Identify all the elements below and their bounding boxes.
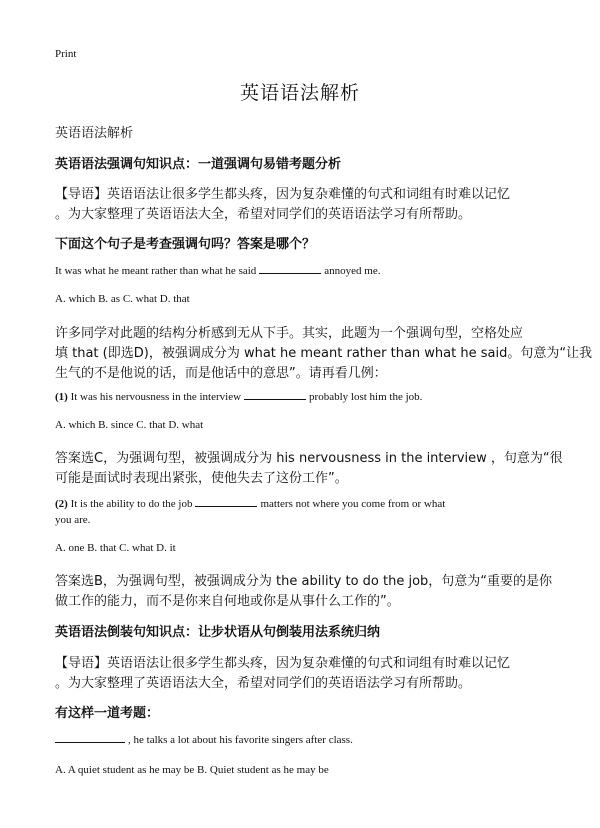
analysis-line3: 生气的不是他说的话，而是他话中的意思”。请再看几例： [55, 366, 387, 381]
example-sentence-part1: It was what he meant rather than what he said [55, 265, 257, 277]
example2-part1: It is the ability to do the job [70, 498, 193, 510]
analysis-line1: 许多同学对此题的结构分析感到无从下手。其实，此题为一个强调句型，空格处应 [55, 326, 524, 341]
example1-answer-line2: 可能是面试时表现出紧张，使他失去了这份工作”。 [55, 471, 348, 486]
example1-options: A. which B. since C. that D. what [55, 419, 204, 431]
answer-blank [195, 497, 257, 507]
section1-intro-line2: 。为大家整理了英语语法大全，希望对同学们的英语语法学习有所帮助。 [55, 207, 472, 222]
section2-intro-line1: 【导语】英语语法让很多学生都头疼，因为复杂难懂的句式和词组有时难以记忆 [55, 656, 511, 671]
example2-sentence-cont: you are. [55, 514, 91, 526]
example-sentence [55, 264, 381, 277]
example1-sentence [55, 390, 422, 403]
page-title: 英语语法解析 [239, 82, 360, 104]
section2-options: A. A quiet student as he may be B. Quiet student as he may be [55, 764, 329, 776]
answer-blank [244, 390, 306, 400]
example2-part2: matters not where you come from or what [260, 498, 446, 510]
example1-answer-line1: 答案选C，为强调句型，被强调成分为 his nervousness in the interview ，句意为“很 [55, 451, 563, 466]
print-label: Print [55, 48, 77, 60]
example1-part1: It was his nervousness in the interview [70, 391, 242, 403]
section2-sentence [55, 733, 353, 746]
answer-blank [259, 264, 321, 274]
example2-sentence [55, 497, 445, 510]
section1-question: 下面这个句子是考查强调句吗？答案是哪个？ [55, 237, 316, 252]
example2-number: (2) [55, 498, 68, 510]
answer-blank [55, 733, 125, 743]
subtitle: 英语语法解析 [55, 126, 134, 141]
example-sentence-part2: annoyed me. [324, 265, 381, 277]
analysis-line2: 填 that (即选D)，被强调成分为 what he meant rather than what he said。句意为“让我 [55, 346, 593, 361]
example-options: A. which B. as C. what D. that [55, 293, 190, 305]
section1-intro-line1: 【导语】英语语法让很多学生都头疼，因为复杂难懂的句式和词组有时难以记忆 [55, 187, 511, 202]
example1-part2: probably lost him the job. [309, 391, 423, 403]
example2-options: A. one B. that C. what D. it [55, 542, 176, 554]
example2-answer-line1: 答案选B，为强调句型，被强调成分为 the ability to do the job，句意为“重要的是你 [55, 574, 553, 589]
section2-question: 有这样一道考题： [55, 706, 160, 721]
section2-heading: 英语语法倒装句知识点：让步状语从句倒装用法系统归纳 [55, 625, 381, 640]
example2-answer-line2: 做工作的能力，而不是你来自何地或你是从事什么工作的”。 [55, 594, 400, 609]
section1-heading: 英语语法强调句知识点：一道强调句易错考题分析 [55, 157, 342, 172]
section2-sentence-text: , he talks a lot about his favorite singers after class. [128, 734, 353, 746]
section2-intro-line2: 。为大家整理了英语语法大全，希望对同学们的英语语法学习有所帮助。 [55, 676, 472, 691]
example1-number: (1) [55, 391, 68, 403]
